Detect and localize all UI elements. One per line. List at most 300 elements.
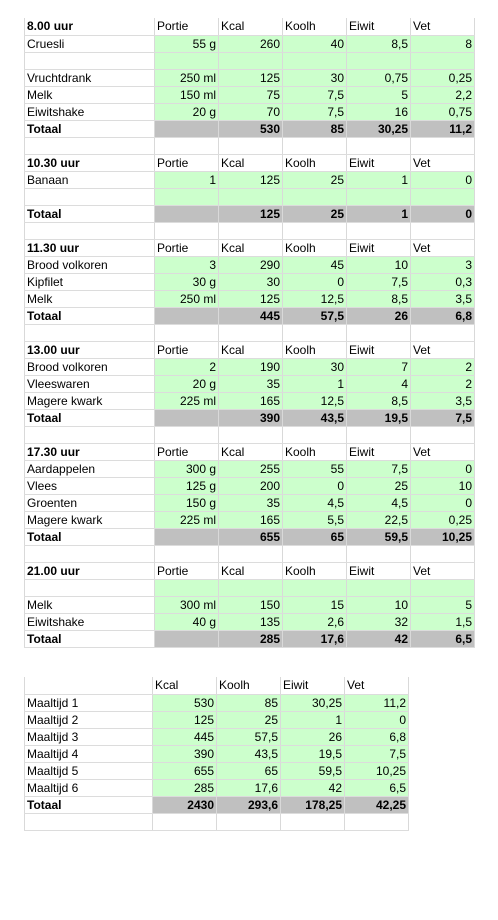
food-value-cell[interactable]: 40 bbox=[283, 35, 347, 52]
food-value-cell[interactable]: 2 bbox=[411, 375, 475, 392]
total-label[interactable]: Totaal bbox=[25, 307, 155, 324]
empty-cell[interactable] bbox=[25, 324, 155, 341]
total-value-cell[interactable]: 10,25 bbox=[411, 528, 475, 545]
summary-row bbox=[25, 711, 409, 728]
food-value-cell[interactable]: 20 g bbox=[155, 103, 219, 120]
food-name-cell[interactable]: Vruchtdrank bbox=[25, 69, 155, 86]
food-value-cell[interactable]: 135 bbox=[219, 613, 283, 630]
empty-cell[interactable] bbox=[219, 545, 283, 562]
food-value-cell[interactable]: 8,5 bbox=[347, 392, 411, 409]
food-value-cell[interactable]: 20 g bbox=[155, 375, 219, 392]
meal-time-label[interactable]: 17.30 uur bbox=[25, 443, 155, 460]
food-row bbox=[25, 171, 475, 188]
total-value-cell[interactable]: 11,2 bbox=[411, 120, 475, 137]
total-value-cell[interactable]: 30,25 bbox=[347, 120, 411, 137]
empty-cell[interactable] bbox=[219, 222, 283, 239]
column-header[interactable]: Portie bbox=[155, 154, 219, 171]
food-value-cell[interactable]: 10 bbox=[347, 596, 411, 613]
summary-value-cell[interactable]: 30,25 bbox=[281, 694, 345, 711]
food-value-cell[interactable]: 70 bbox=[219, 103, 283, 120]
food-value-cell[interactable]: 40 g bbox=[155, 613, 219, 630]
food-value-cell[interactable]: 0,75 bbox=[347, 69, 411, 86]
food-value-cell[interactable]: 5 bbox=[347, 86, 411, 103]
total-value-cell[interactable]: 65 bbox=[283, 528, 347, 545]
total-label[interactable]: Totaal bbox=[25, 796, 153, 813]
empty-cell[interactable] bbox=[283, 324, 347, 341]
food-name-cell[interactable]: Banaan bbox=[25, 171, 155, 188]
total-value-cell[interactable]: 530 bbox=[219, 120, 283, 137]
empty-cell[interactable] bbox=[25, 545, 155, 562]
food-value-cell[interactable]: 125 g bbox=[155, 477, 219, 494]
total-value-cell[interactable] bbox=[155, 307, 219, 324]
food-value-cell[interactable]: 7,5 bbox=[347, 273, 411, 290]
food-value-cell[interactable]: 16 bbox=[347, 103, 411, 120]
food-name-cell[interactable]: Magere kwark bbox=[25, 511, 155, 528]
food-value-cell[interactable] bbox=[283, 188, 347, 205]
summary-value-cell[interactable]: 10,25 bbox=[345, 762, 409, 779]
food-value-cell[interactable] bbox=[155, 579, 219, 596]
empty-cell[interactable] bbox=[25, 426, 155, 443]
food-row bbox=[25, 596, 475, 613]
food-value-cell[interactable]: 0 bbox=[411, 460, 475, 477]
spacer-row bbox=[25, 426, 475, 443]
empty-cell[interactable] bbox=[155, 137, 219, 154]
summary-row bbox=[25, 779, 409, 796]
meal-header-row bbox=[25, 443, 475, 460]
summary-value-cell[interactable]: 85 bbox=[217, 694, 281, 711]
food-value-cell[interactable]: 25 bbox=[283, 171, 347, 188]
total-value-cell[interactable]: 285 bbox=[219, 630, 283, 647]
food-value-cell[interactable]: 225 ml bbox=[155, 511, 219, 528]
food-value-cell[interactable]: 22,5 bbox=[347, 511, 411, 528]
food-value-cell[interactable] bbox=[219, 188, 283, 205]
meal-time-label[interactable]: 10.30 uur bbox=[25, 154, 155, 171]
meal-header-row bbox=[25, 341, 475, 358]
column-header[interactable]: Koolh bbox=[283, 443, 347, 460]
empty-cell[interactable] bbox=[347, 222, 411, 239]
summary-value-cell[interactable]: 26 bbox=[281, 728, 345, 745]
empty-cell[interactable] bbox=[411, 324, 475, 341]
food-value-cell[interactable]: 300 g bbox=[155, 460, 219, 477]
column-header[interactable]: Portie bbox=[155, 239, 219, 256]
column-header[interactable]: Portie bbox=[155, 18, 219, 35]
food-value-cell[interactable]: 4 bbox=[347, 375, 411, 392]
summary-value-cell[interactable]: 42 bbox=[281, 779, 345, 796]
empty-cell[interactable] bbox=[411, 426, 475, 443]
total-value-cell[interactable]: 6,5 bbox=[411, 630, 475, 647]
meal-total-row bbox=[25, 120, 475, 137]
food-value-cell[interactable]: 4,5 bbox=[283, 494, 347, 511]
food-name-cell[interactable] bbox=[25, 188, 155, 205]
food-value-cell[interactable]: 290 bbox=[219, 256, 283, 273]
food-value-cell[interactable]: 3,5 bbox=[411, 392, 475, 409]
food-value-cell[interactable]: 15 bbox=[283, 596, 347, 613]
column-header[interactable]: Vet bbox=[411, 18, 475, 35]
summary-value-cell[interactable]: 285 bbox=[153, 779, 217, 796]
food-value-cell[interactable]: 0,3 bbox=[411, 273, 475, 290]
total-value-cell[interactable]: 26 bbox=[347, 307, 411, 324]
food-value-cell[interactable]: 30 bbox=[283, 69, 347, 86]
food-name-cell[interactable]: Brood volkoren bbox=[25, 256, 155, 273]
empty-cell[interactable] bbox=[25, 222, 155, 239]
total-value-cell[interactable] bbox=[155, 528, 219, 545]
total-value-cell[interactable]: 19,5 bbox=[347, 409, 411, 426]
total-value-cell[interactable]: 17,6 bbox=[283, 630, 347, 647]
food-value-cell[interactable]: 8,5 bbox=[347, 290, 411, 307]
summary-value-cell[interactable]: 6,5 bbox=[345, 779, 409, 796]
total-label[interactable]: Totaal bbox=[25, 409, 155, 426]
empty-cell[interactable] bbox=[347, 545, 411, 562]
empty-cell[interactable] bbox=[345, 813, 409, 830]
empty-cell[interactable] bbox=[25, 813, 153, 830]
food-value-cell[interactable]: 55 bbox=[283, 460, 347, 477]
food-value-cell[interactable] bbox=[347, 188, 411, 205]
food-value-cell[interactable]: 165 bbox=[219, 511, 283, 528]
column-header[interactable]: Koolh bbox=[283, 154, 347, 171]
food-value-cell[interactable]: 7,5 bbox=[283, 86, 347, 103]
total-label[interactable]: Totaal bbox=[25, 528, 155, 545]
empty-cell[interactable] bbox=[155, 324, 219, 341]
total-value-cell[interactable]: 42 bbox=[347, 630, 411, 647]
total-value-cell[interactable]: 57,5 bbox=[283, 307, 347, 324]
food-row bbox=[25, 494, 475, 511]
empty-cell[interactable] bbox=[283, 426, 347, 443]
empty-cell[interactable] bbox=[283, 222, 347, 239]
food-row bbox=[25, 103, 475, 120]
total-value-cell[interactable]: 390 bbox=[219, 409, 283, 426]
food-value-cell[interactable] bbox=[411, 579, 475, 596]
meal-header-row bbox=[25, 154, 475, 171]
empty-cell[interactable] bbox=[411, 545, 475, 562]
food-value-cell[interactable]: 150 bbox=[219, 596, 283, 613]
food-name-cell[interactable]: Cruesli bbox=[25, 35, 155, 52]
food-value-cell[interactable] bbox=[347, 52, 411, 69]
empty-cell[interactable] bbox=[219, 324, 283, 341]
column-header[interactable]: Koolh bbox=[283, 562, 347, 579]
empty-cell[interactable] bbox=[219, 426, 283, 443]
summary-value-cell[interactable]: 43,5 bbox=[217, 745, 281, 762]
food-value-cell[interactable]: 1 bbox=[347, 171, 411, 188]
food-row bbox=[25, 69, 475, 86]
total-label[interactable]: Totaal bbox=[25, 120, 155, 137]
empty-cell[interactable] bbox=[283, 545, 347, 562]
meal-total-row bbox=[25, 630, 475, 647]
meal-label-cell[interactable]: Maaltijd 3 bbox=[25, 728, 153, 745]
food-row bbox=[25, 273, 475, 290]
total-value-cell[interactable]: 43,5 bbox=[283, 409, 347, 426]
food-name-cell[interactable]: Groenten bbox=[25, 494, 155, 511]
total-value-cell[interactable]: 42,25 bbox=[345, 796, 409, 813]
food-row bbox=[25, 86, 475, 103]
empty-cell[interactable] bbox=[347, 137, 411, 154]
column-header[interactable]: Kcal bbox=[219, 341, 283, 358]
food-value-cell[interactable]: 10 bbox=[411, 477, 475, 494]
column-header[interactable]: Kcal bbox=[219, 154, 283, 171]
food-value-cell[interactable] bbox=[283, 579, 347, 596]
food-value-cell[interactable]: 8 bbox=[411, 35, 475, 52]
column-header[interactable]: Vet bbox=[411, 562, 475, 579]
food-value-cell[interactable] bbox=[219, 579, 283, 596]
food-value-cell[interactable]: 255 bbox=[219, 460, 283, 477]
total-value-cell[interactable] bbox=[155, 630, 219, 647]
food-value-cell[interactable]: 0,75 bbox=[411, 103, 475, 120]
summary-value-cell[interactable]: 59,5 bbox=[281, 762, 345, 779]
total-value-cell[interactable]: 7,5 bbox=[411, 409, 475, 426]
column-header[interactable]: Kcal bbox=[219, 443, 283, 460]
summary-value-cell[interactable]: 0 bbox=[345, 711, 409, 728]
total-value-cell[interactable]: 59,5 bbox=[347, 528, 411, 545]
empty-cell[interactable] bbox=[25, 137, 155, 154]
meal-total-row bbox=[25, 307, 475, 324]
food-value-cell[interactable]: 2,6 bbox=[283, 613, 347, 630]
column-header[interactable]: Portie bbox=[155, 443, 219, 460]
total-value-cell[interactable]: 6,8 bbox=[411, 307, 475, 324]
empty-cell[interactable] bbox=[281, 813, 345, 830]
food-name-cell[interactable]: Aardappelen bbox=[25, 460, 155, 477]
food-value-cell[interactable]: 7 bbox=[347, 358, 411, 375]
empty-cell[interactable] bbox=[153, 813, 217, 830]
summary-value-cell[interactable]: 11,2 bbox=[345, 694, 409, 711]
summary-value-cell[interactable]: 125 bbox=[153, 711, 217, 728]
meal-label-cell[interactable]: Maaltijd 4 bbox=[25, 745, 153, 762]
food-name-cell[interactable]: Vleeswaren bbox=[25, 375, 155, 392]
summary-row bbox=[25, 762, 409, 779]
food-value-cell[interactable] bbox=[347, 579, 411, 596]
summary-total-row bbox=[25, 796, 409, 813]
food-value-cell[interactable]: 0,25 bbox=[411, 69, 475, 86]
empty-cell[interactable] bbox=[411, 137, 475, 154]
empty-cell[interactable] bbox=[347, 324, 411, 341]
food-value-cell[interactable]: 125 bbox=[219, 69, 283, 86]
food-value-cell[interactable]: 5,5 bbox=[283, 511, 347, 528]
spacer-row bbox=[25, 324, 475, 341]
meal-schedule-table bbox=[24, 18, 475, 648]
column-header[interactable]: Vet bbox=[345, 677, 409, 694]
food-value-cell[interactable]: 12,5 bbox=[283, 392, 347, 409]
food-value-cell[interactable]: 2,2 bbox=[411, 86, 475, 103]
summary-value-cell[interactable]: 1 bbox=[281, 711, 345, 728]
food-value-cell[interactable]: 225 ml bbox=[155, 392, 219, 409]
meal-label-cell[interactable]: Maaltijd 6 bbox=[25, 779, 153, 796]
food-value-cell[interactable]: 190 bbox=[219, 358, 283, 375]
summary-value-cell[interactable]: 445 bbox=[153, 728, 217, 745]
summary-value-cell[interactable]: 655 bbox=[153, 762, 217, 779]
total-label[interactable]: Totaal bbox=[25, 205, 155, 222]
food-value-cell[interactable]: 35 bbox=[219, 375, 283, 392]
food-name-cell[interactable]: Kipfilet bbox=[25, 273, 155, 290]
spacer-row bbox=[25, 137, 475, 154]
column-header[interactable]: Eiwit bbox=[347, 443, 411, 460]
food-value-cell[interactable] bbox=[283, 52, 347, 69]
food-value-cell[interactable]: 250 ml bbox=[155, 290, 219, 307]
food-value-cell[interactable]: 55 g bbox=[155, 35, 219, 52]
food-name-cell[interactable] bbox=[25, 579, 155, 596]
food-value-cell[interactable]: 2 bbox=[411, 358, 475, 375]
food-value-cell[interactable]: 0 bbox=[411, 171, 475, 188]
spacer-row bbox=[25, 813, 409, 830]
food-name-cell[interactable]: Melk bbox=[25, 290, 155, 307]
food-value-cell[interactable]: 8,5 bbox=[347, 35, 411, 52]
food-value-cell[interactable] bbox=[219, 52, 283, 69]
empty-cell[interactable] bbox=[155, 426, 219, 443]
food-value-cell[interactable]: 32 bbox=[347, 613, 411, 630]
food-value-cell[interactable]: 0,25 bbox=[411, 511, 475, 528]
column-header[interactable]: Eiwit bbox=[347, 239, 411, 256]
summary-value-cell[interactable]: 25 bbox=[217, 711, 281, 728]
food-value-cell[interactable]: 3,5 bbox=[411, 290, 475, 307]
food-row bbox=[25, 52, 475, 69]
food-row bbox=[25, 290, 475, 307]
food-value-cell[interactable]: 30 bbox=[283, 358, 347, 375]
column-header[interactable]: Koolh bbox=[217, 677, 281, 694]
total-value-cell[interactable]: 25 bbox=[283, 205, 347, 222]
food-value-cell[interactable]: 165 bbox=[219, 392, 283, 409]
total-value-cell[interactable]: 445 bbox=[219, 307, 283, 324]
total-value-cell[interactable]: 0 bbox=[411, 205, 475, 222]
food-name-cell[interactable] bbox=[25, 52, 155, 69]
empty-cell[interactable] bbox=[219, 137, 283, 154]
food-name-cell[interactable]: Magere kwark bbox=[25, 392, 155, 409]
food-value-cell[interactable]: 25 bbox=[347, 477, 411, 494]
column-header[interactable]: Eiwit bbox=[347, 154, 411, 171]
column-header[interactable]: Kcal bbox=[219, 239, 283, 256]
total-value-cell[interactable]: 1 bbox=[347, 205, 411, 222]
meal-label-cell[interactable]: Maaltijd 5 bbox=[25, 762, 153, 779]
empty-cell[interactable] bbox=[283, 137, 347, 154]
column-header[interactable]: Vet bbox=[411, 154, 475, 171]
food-value-cell[interactable] bbox=[411, 188, 475, 205]
total-value-cell[interactable]: 178,25 bbox=[281, 796, 345, 813]
summary-value-cell[interactable]: 19,5 bbox=[281, 745, 345, 762]
food-value-cell[interactable]: 7,5 bbox=[283, 103, 347, 120]
food-name-cell[interactable]: Eiwitshake bbox=[25, 103, 155, 120]
meal-total-row bbox=[25, 409, 475, 426]
empty-cell[interactable] bbox=[347, 426, 411, 443]
meal-time-label[interactable]: 11.30 uur bbox=[25, 239, 155, 256]
summary-value-cell[interactable]: 6,8 bbox=[345, 728, 409, 745]
column-header[interactable]: Eiwit bbox=[347, 341, 411, 358]
food-value-cell[interactable]: 125 bbox=[219, 290, 283, 307]
empty-cell[interactable] bbox=[411, 222, 475, 239]
column-header[interactable]: Kcal bbox=[219, 562, 283, 579]
food-value-cell[interactable]: 1 bbox=[283, 375, 347, 392]
food-value-cell[interactable]: 7,5 bbox=[347, 460, 411, 477]
food-name-cell[interactable]: Vlees bbox=[25, 477, 155, 494]
summary-value-cell[interactable]: 390 bbox=[153, 745, 217, 762]
food-value-cell[interactable]: 0 bbox=[283, 477, 347, 494]
summary-value-cell[interactable]: 7,5 bbox=[345, 745, 409, 762]
empty-cell[interactable] bbox=[155, 545, 219, 562]
food-name-cell[interactable]: Melk bbox=[25, 86, 155, 103]
food-value-cell[interactable]: 0 bbox=[283, 273, 347, 290]
food-name-cell[interactable]: Eiwitshake bbox=[25, 613, 155, 630]
total-value-cell[interactable] bbox=[155, 409, 219, 426]
meal-time-label[interactable]: 8.00 uur bbox=[25, 18, 155, 35]
column-header[interactable]: Kcal bbox=[153, 677, 217, 694]
food-value-cell[interactable]: 2 bbox=[155, 358, 219, 375]
food-value-cell[interactable]: 12,5 bbox=[283, 290, 347, 307]
meal-label-cell[interactable]: Maaltijd 1 bbox=[25, 694, 153, 711]
meal-time-label[interactable]: 21.00 uur bbox=[25, 562, 155, 579]
column-header[interactable]: Eiwit bbox=[281, 677, 345, 694]
total-value-cell[interactable]: 293,6 bbox=[217, 796, 281, 813]
food-value-cell[interactable]: 200 bbox=[219, 477, 283, 494]
total-value-cell[interactable]: 85 bbox=[283, 120, 347, 137]
food-value-cell[interactable]: 1 bbox=[155, 171, 219, 188]
total-label[interactable]: Totaal bbox=[25, 630, 155, 647]
summary-row bbox=[25, 745, 409, 762]
total-value-cell[interactable] bbox=[155, 120, 219, 137]
column-header[interactable]: Koolh bbox=[283, 341, 347, 358]
food-value-cell[interactable]: 3 bbox=[411, 256, 475, 273]
empty-cell[interactable] bbox=[25, 677, 153, 694]
column-header[interactable]: Vet bbox=[411, 341, 475, 358]
total-value-cell[interactable]: 655 bbox=[219, 528, 283, 545]
food-row bbox=[25, 256, 475, 273]
column-header[interactable]: Portie bbox=[155, 562, 219, 579]
total-value-cell[interactable]: 125 bbox=[219, 205, 283, 222]
food-name-cell[interactable]: Melk bbox=[25, 596, 155, 613]
meal-header-row bbox=[25, 18, 475, 35]
empty-cell[interactable] bbox=[217, 813, 281, 830]
food-row bbox=[25, 477, 475, 494]
food-value-cell[interactable]: 1,5 bbox=[411, 613, 475, 630]
food-value-cell[interactable]: 75 bbox=[219, 86, 283, 103]
column-header[interactable]: Koolh bbox=[283, 239, 347, 256]
total-value-cell[interactable]: 2430 bbox=[153, 796, 217, 813]
column-header[interactable]: Vet bbox=[411, 239, 475, 256]
food-value-cell[interactable]: 250 ml bbox=[155, 69, 219, 86]
column-header[interactable]: Vet bbox=[411, 443, 475, 460]
food-value-cell[interactable] bbox=[155, 188, 219, 205]
food-value-cell[interactable]: 150 g bbox=[155, 494, 219, 511]
summary-value-cell[interactable]: 57,5 bbox=[217, 728, 281, 745]
empty-cell[interactable] bbox=[155, 222, 219, 239]
food-value-cell[interactable]: 3 bbox=[155, 256, 219, 273]
summary-value-cell[interactable]: 17,6 bbox=[217, 779, 281, 796]
food-value-cell[interactable]: 260 bbox=[219, 35, 283, 52]
food-value-cell[interactable] bbox=[155, 52, 219, 69]
food-value-cell[interactable]: 45 bbox=[283, 256, 347, 273]
food-row bbox=[25, 375, 475, 392]
food-value-cell[interactable]: 150 ml bbox=[155, 86, 219, 103]
food-value-cell[interactable]: 30 bbox=[219, 273, 283, 290]
total-value-cell[interactable] bbox=[155, 205, 219, 222]
food-value-cell[interactable]: 30 g bbox=[155, 273, 219, 290]
food-value-cell[interactable]: 35 bbox=[219, 494, 283, 511]
column-header[interactable]: Koolh bbox=[283, 18, 347, 35]
column-header[interactable]: Kcal bbox=[219, 18, 283, 35]
meal-label-cell[interactable]: Maaltijd 2 bbox=[25, 711, 153, 728]
food-value-cell[interactable]: 0 bbox=[411, 494, 475, 511]
food-value-cell[interactable]: 300 ml bbox=[155, 596, 219, 613]
summary-value-cell[interactable]: 530 bbox=[153, 694, 217, 711]
food-value-cell[interactable]: 10 bbox=[347, 256, 411, 273]
spacer-row bbox=[25, 222, 475, 239]
column-header[interactable]: Portie bbox=[155, 341, 219, 358]
summary-value-cell[interactable]: 65 bbox=[217, 762, 281, 779]
food-row bbox=[25, 392, 475, 409]
food-value-cell[interactable]: 5 bbox=[411, 596, 475, 613]
column-header[interactable]: Eiwit bbox=[347, 18, 411, 35]
food-value-cell[interactable]: 4,5 bbox=[347, 494, 411, 511]
column-header[interactable]: Eiwit bbox=[347, 562, 411, 579]
food-name-cell[interactable]: Brood volkoren bbox=[25, 358, 155, 375]
food-value-cell[interactable]: 125 bbox=[219, 171, 283, 188]
food-value-cell[interactable] bbox=[411, 52, 475, 69]
meal-time-label[interactable]: 13.00 uur bbox=[25, 341, 155, 358]
food-row bbox=[25, 358, 475, 375]
